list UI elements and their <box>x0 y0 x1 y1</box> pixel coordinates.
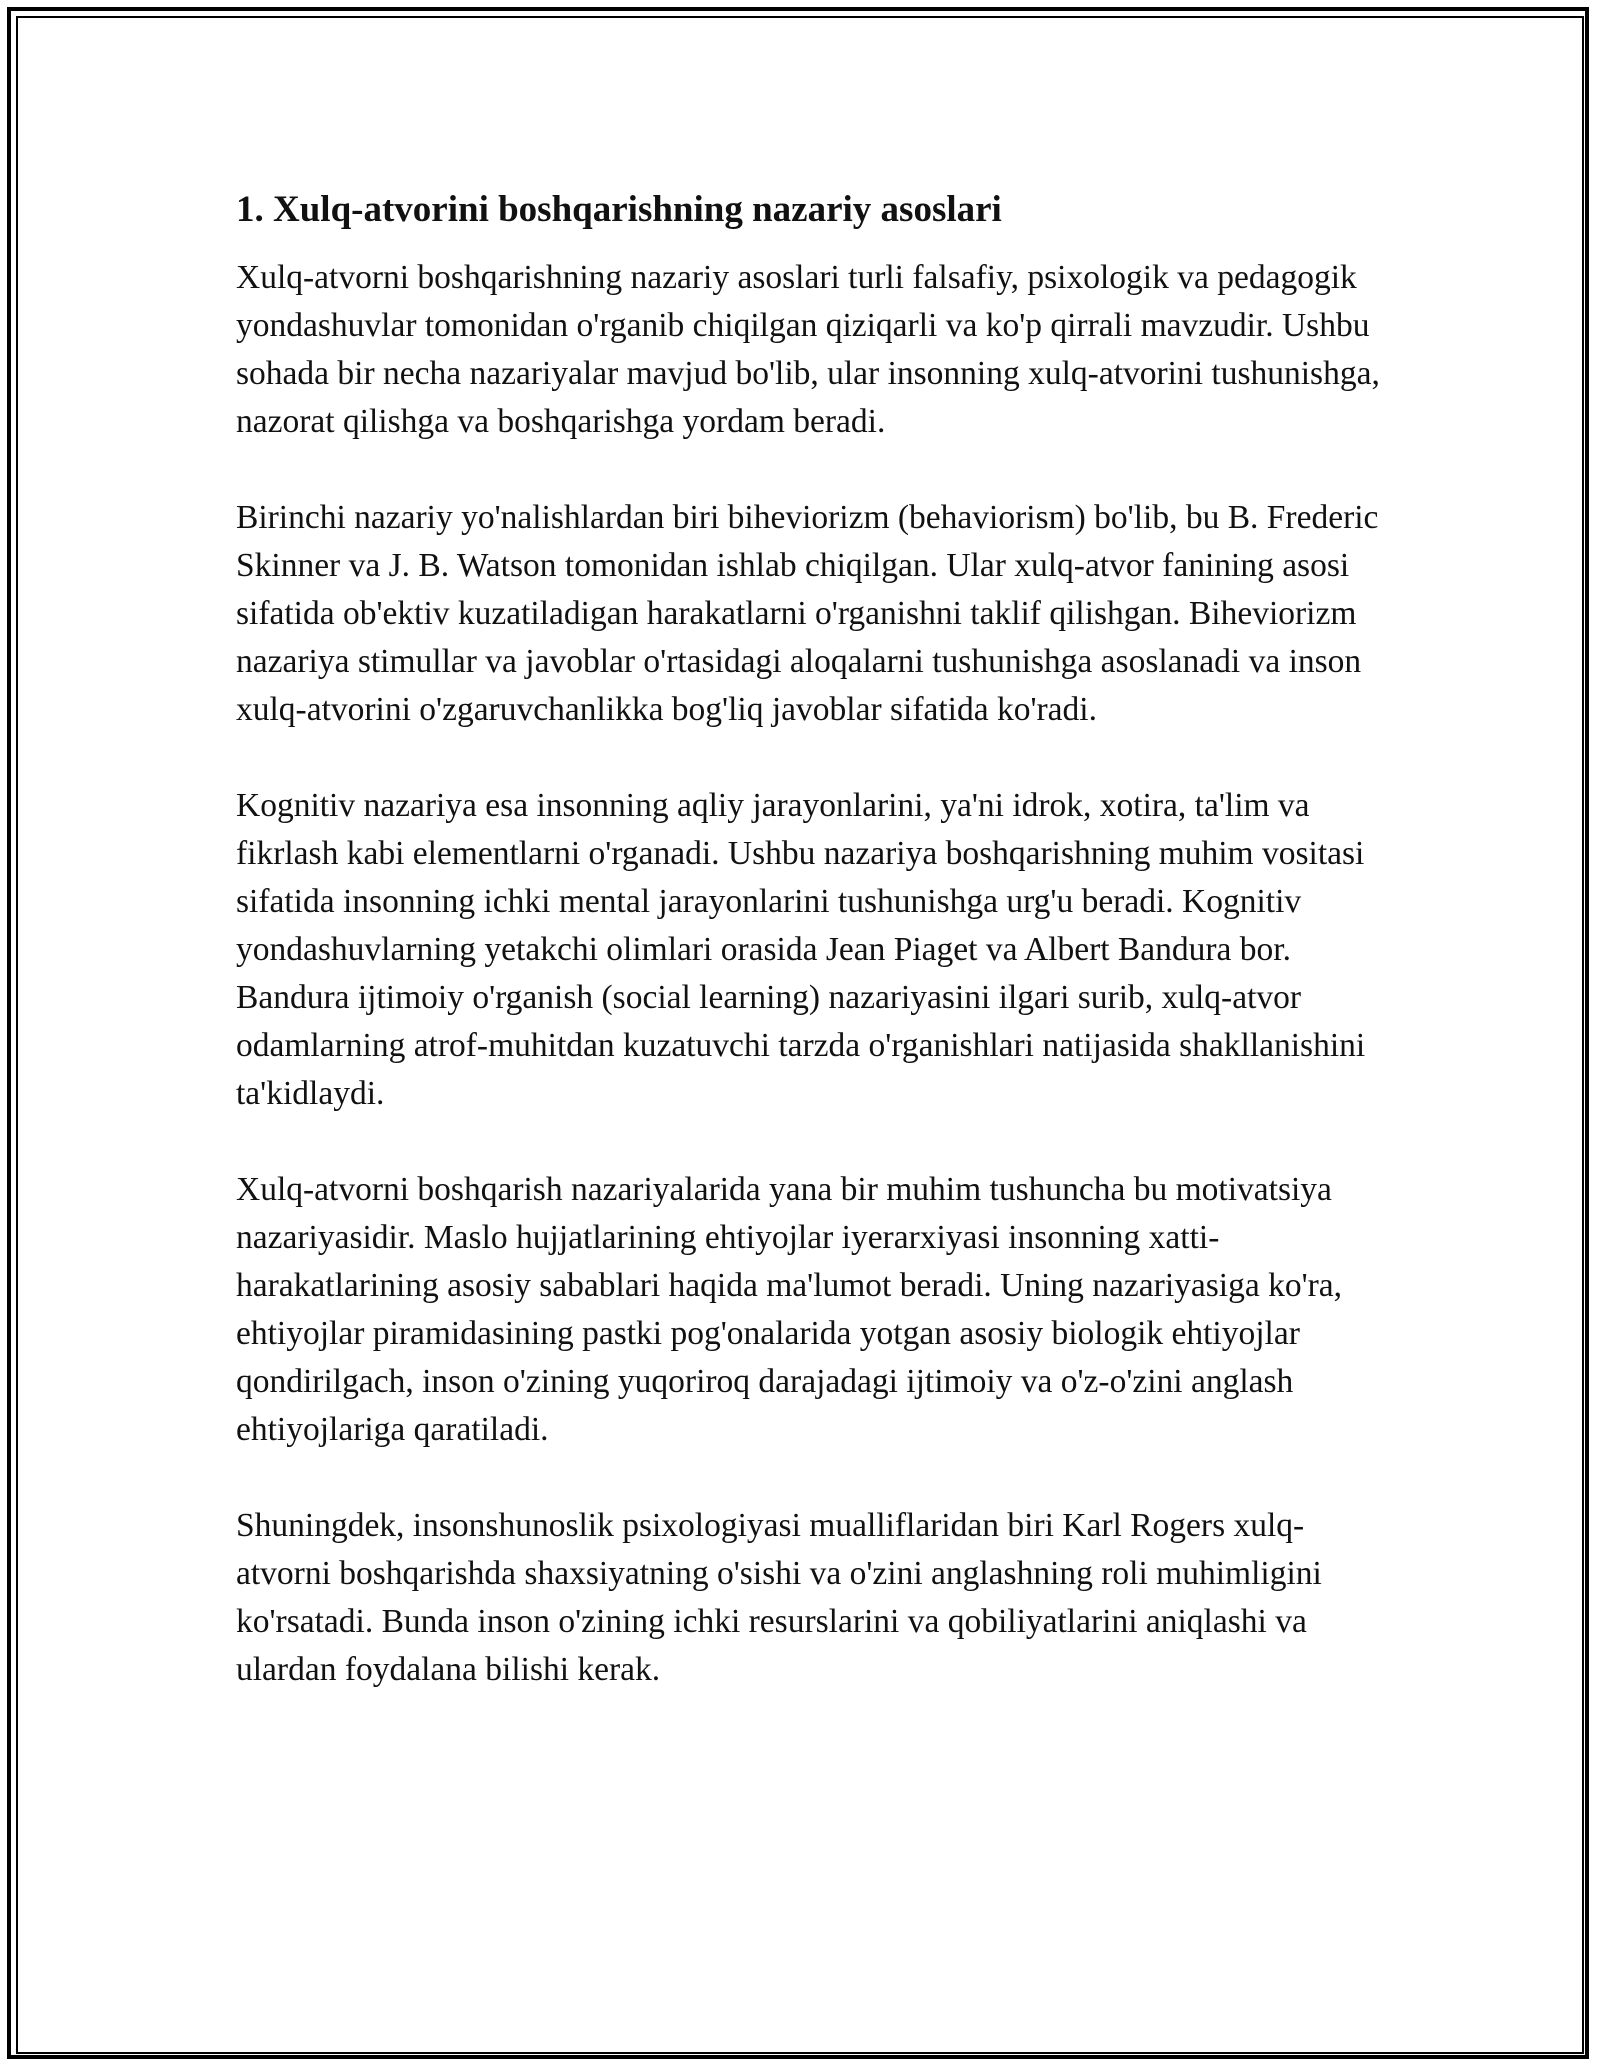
paragraph-behaviorism-intro: Xulq-atvorni boshqarishning nazariy asoslari turli falsafiy, psixologik va pedagogik yondashuvlar tomonidan o'rganib chiqilgan qiziqarli va ko'p qirrali mavzudir. Ushbu sohada bir necha nazariyalar mavjud bo'lib, ular insonning xulq-atvorini tushunishga, nazorat qilishga va boshqarishga yordam beradi. <box>236 259 1380 441</box>
paragraph-behaviorism: Birinchi nazariy yo'nalishlardan biri biheviorizm (behaviorism) bo'lib, bu B. Frederic Skinner va J. B. Watson tomonidan ishlab chiqilgan. Ular xulq-atvor fanining asosi sifatida ob'ektiv kuzatiladigan harakatlarni o'rganishni taklif qilishgan. Biheviorizm nazariya stimullar va javoblar o'rtasidagi aloqalarni tushunishga asoslanadi va inson xulq-atvorini o'zgaruvchanlikka bog'liq javoblar sifatida ko'radi. <box>236 499 1379 729</box>
document-body <box>236 186 1386 1742</box>
paragraph-humanistic-psychology: Shuningdek, insonshunoslik psixologiyasi mualliflaridan biri Karl Rogers xulq-atvorni boshqarishda shaxsiyatning o'sishi va o'zini anglashning roli muhimligini ko'rsatadi. Bunda inson o'zining ichki resurslarini va qobiliyatlarini aniqlashi va ulardan foydalana bilishi kerak. <box>236 1507 1322 1689</box>
paragraph-motivation-theory: Xulq-atvorni boshqarish nazariyalarida yana bir muhim tushuncha bu motivatsiya nazariyasidir. Maslo hujjatlarining ehtiyojlar iyerarxiyasi insonning xatti-harakatlarining asosiy sabablari haqida ma'lumot beradi. Uning nazariyasiga ko'ra, ehtiyojlar piramidasining pastki pog'onalarida yotgan asosiy biologik ehtiyojlar qondirilgach, inson o'zining yuqoriroq darajadagi ijtimoiy va o'z-o'zini anglash ehtiyojlariga qaratiladi. <box>236 1171 1343 1449</box>
section-heading: 1. Xulq-atvorini boshqarishning nazariy asoslari <box>236 189 1002 230</box>
paragraph-cognitive-theory: Kognitiv nazariya esa insonning aqliy jarayonlarini, ya'ni idrok, xotira, ta'lim va fikrlash kabi elementlarni o'rganadi. Ushbu nazariya boshqarishning muhim vositasi sifatida insonning ichki mental jarayonlarini tushunishga urg'u beradi. Kognitiv yondashuvlarning yetakchi olimlari orasida Jean Piaget va Albert Bandura bor. Bandura ijtimoiy o'rganish (social learning) nazariyasini ilgari surib, xulq-atvor odamlarning atrof-muhitdan kuzatuvchi tarzda o'rganishlari natijasida shakllanishini ta'kidlaydi. <box>236 787 1366 1113</box>
